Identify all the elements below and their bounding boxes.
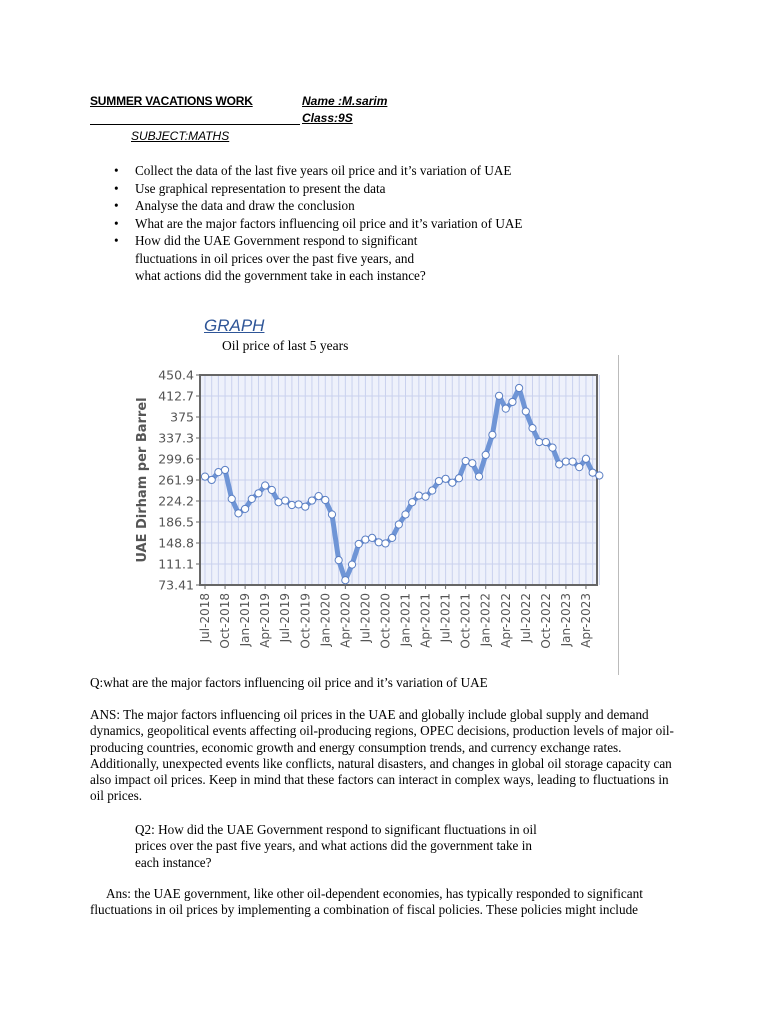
- answer-2: Ans: the UAE government, like other oil-dependent economies, has typically responded to significant fluctuations in oil prices by implementing a combination of fiscal policies. These policies might include: [90, 886, 643, 918]
- data-point: [522, 408, 529, 415]
- data-point: [549, 444, 556, 451]
- data-point: [589, 469, 596, 476]
- data-point: [322, 496, 329, 503]
- task-item: • What are the major factors influencing oil price and it’s variation of UAE: [114, 215, 523, 231]
- y-tick-label: 375: [170, 409, 194, 425]
- header-rule: [90, 124, 300, 125]
- data-point: [502, 405, 509, 412]
- x-tick-label: Oct-2022: [538, 593, 553, 649]
- data-point: [455, 475, 462, 482]
- x-tick-label: Jul-2019: [278, 593, 293, 643]
- bullet-icon: •: [114, 215, 119, 231]
- task-item: • Collect the data of the last five years oil price and it’s variation of UAE: [114, 163, 512, 178]
- data-point: [275, 499, 282, 506]
- bullet-icon: •: [114, 163, 119, 178]
- y-tick-label: 224.2: [158, 493, 194, 509]
- column-divider: [618, 355, 619, 675]
- data-point: [282, 497, 289, 504]
- data-point: [402, 511, 409, 518]
- data-point: [395, 521, 402, 528]
- x-tick-label: Apr-2021: [418, 593, 433, 648]
- data-point: [215, 469, 222, 476]
- y-tick-label: 111.1: [158, 556, 194, 572]
- data-point: [542, 438, 549, 445]
- data-point: [302, 503, 309, 510]
- task-item: • Analyse the data and draw the conclusion: [114, 198, 355, 213]
- document-title: SUMMER VACATIONS WORK: [90, 94, 253, 108]
- data-point: [228, 495, 235, 502]
- data-point: [288, 501, 295, 508]
- x-tick-label: Jul-2022: [518, 593, 533, 643]
- data-point: [235, 510, 242, 517]
- data-point: [482, 451, 489, 458]
- student-name: Name :M.sarim: [302, 94, 388, 108]
- oil-price-line-chart: [130, 355, 610, 673]
- y-tick-label: 412.7: [158, 388, 194, 404]
- x-tick-label: Jul-2021: [438, 593, 453, 643]
- x-tick-label: Apr-2020: [338, 593, 353, 648]
- data-point: [489, 431, 496, 438]
- question-2: Q2: How did the UAE Government respond to significant fluctuations in oil prices over the past five years, and what actions did the government take in each instance?: [135, 822, 537, 870]
- data-point: [536, 438, 543, 445]
- task-item: • Use graphical representation to present the data: [114, 180, 386, 196]
- data-point: [348, 561, 355, 568]
- y-tick-label: 337.3: [158, 430, 194, 446]
- data-point: [415, 492, 422, 499]
- y-tick-label: 73.41: [158, 577, 194, 593]
- data-point: [221, 466, 228, 473]
- student-class: Class:9S: [302, 111, 353, 125]
- task-item: • How did the UAE Government respond to significant fluctuations in oil prices over the past five years, and what actions did the government take in each instance?: [114, 233, 426, 283]
- data-point: [509, 398, 516, 405]
- data-point: [475, 473, 482, 480]
- y-tick-label: 450.4: [158, 367, 194, 383]
- data-point: [582, 455, 589, 462]
- data-point: [368, 534, 375, 541]
- bullet-icon: •: [114, 180, 119, 196]
- x-tick-label: Oct-2021: [458, 593, 473, 649]
- y-tick-label: 299.6: [158, 451, 194, 467]
- x-axis-ticks: [198, 585, 593, 649]
- subject-label: SUBJECT:MATHS: [131, 129, 230, 143]
- data-point: [375, 539, 382, 546]
- data-point: [462, 457, 469, 464]
- chart-gridlines: [200, 375, 599, 585]
- y-tick-label: 186.5: [158, 514, 194, 530]
- data-point: [308, 497, 315, 504]
- data-point: [335, 557, 342, 564]
- y-axis-ticks: [158, 368, 200, 593]
- data-point: [556, 461, 563, 468]
- bullet-icon: •: [114, 233, 119, 248]
- x-tick-label: Jul-2018: [198, 593, 212, 643]
- x-tick-label: Jan-2021: [398, 593, 413, 647]
- x-tick-label: Oct-2019: [298, 593, 313, 649]
- x-tick-label: Oct-2020: [378, 593, 393, 649]
- y-tick-label: 148.8: [158, 535, 194, 551]
- data-point: [208, 476, 215, 483]
- data-point: [409, 499, 416, 506]
- data-point: [529, 425, 536, 432]
- chart-title: Oil price of last 5 years: [222, 338, 349, 353]
- x-tick-label: Jul-2020: [358, 593, 373, 643]
- data-point: [449, 479, 456, 486]
- answer-1: ANS: The major factors influencing oil prices in the UAE and globally include global supply and demand dynamics, geopolitical events affecting oil-producing regions, OPEC decisions, production levels of major oil-producing countries, economic growth and energy consumption trends, and currency exchange rates. Additionally, unexpected events like conflicts, natural disasters, and changes in global oil storage capacity can also impact oil prices. Keep in mind that these factors can interact in complex ways, leading to fluctuations in oil prices.: [90, 707, 674, 804]
- x-tick-label: Jan-2023: [558, 593, 573, 647]
- bullet-icon: •: [114, 198, 119, 213]
- data-point: [442, 475, 449, 482]
- data-point: [435, 477, 442, 484]
- data-point: [328, 511, 335, 518]
- question-1: Q:what are the major factors influencing oil price and it’s variation of UAE: [90, 675, 488, 690]
- x-tick-label: Jan-2019: [238, 593, 253, 647]
- x-tick-label: Apr-2023: [578, 593, 593, 648]
- data-point: [562, 458, 569, 465]
- data-point: [429, 487, 436, 494]
- task-list: [114, 162, 584, 285]
- data-point: [262, 482, 269, 489]
- data-point: [469, 460, 476, 467]
- graph-heading: GRAPH: [204, 316, 265, 335]
- data-point: [576, 464, 583, 471]
- x-tick-label: Jan-2020: [318, 593, 333, 647]
- data-point: [389, 534, 396, 541]
- data-point: [362, 536, 369, 543]
- data-point: [596, 472, 603, 479]
- data-point: [255, 490, 262, 497]
- x-tick-label: Jan-2022: [478, 593, 493, 647]
- data-point: [201, 473, 208, 480]
- data-point: [516, 384, 523, 391]
- data-point: [315, 493, 322, 500]
- x-tick-label: Apr-2022: [498, 593, 513, 648]
- y-tick-label: 261.9: [158, 472, 194, 488]
- data-point: [342, 577, 349, 584]
- data-point: [495, 392, 502, 399]
- data-point: [248, 495, 255, 502]
- y-axis-label: UAE Dirham per Barrel: [135, 397, 150, 563]
- x-tick-label: Oct-2018: [218, 593, 233, 649]
- data-point: [422, 493, 429, 500]
- data-point: [355, 540, 362, 547]
- data-point: [569, 458, 576, 465]
- data-point: [382, 540, 389, 547]
- data-point: [268, 486, 275, 493]
- data-point: [242, 505, 249, 512]
- data-point: [295, 501, 302, 508]
- x-tick-label: Apr-2019: [258, 593, 273, 648]
